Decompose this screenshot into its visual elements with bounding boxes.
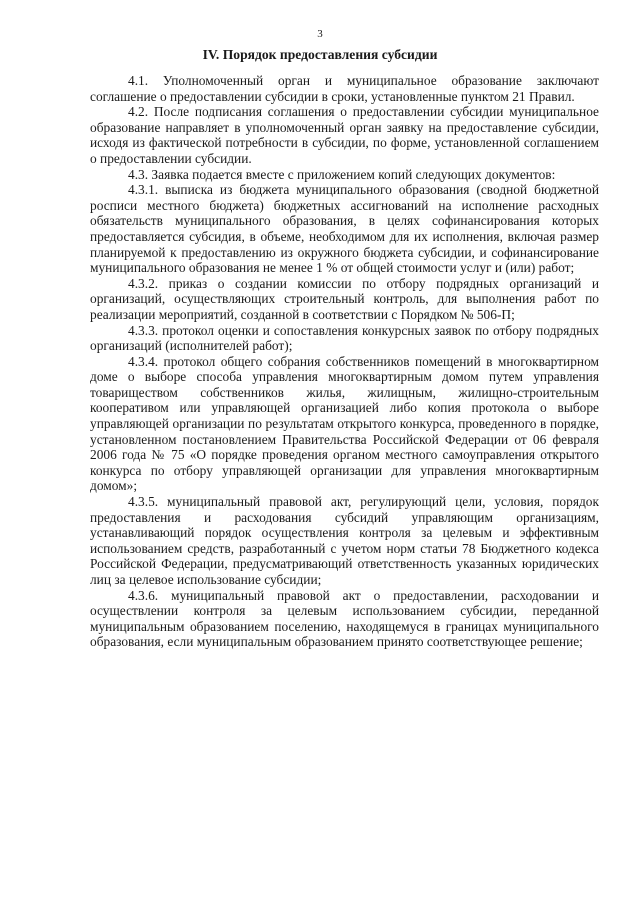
paragraph-4-3-3: 4.3.3. протокол оценки и сопоставления конкурсных заявок по отбору подрядных организаций (исполнителей работ);	[90, 322, 599, 354]
paragraph-4-1: 4.1. Уполномоченный орган и муниципальное образование заключают соглашение о предоставлении субсидии в сроки, установленные пунктом 21 Правил.	[90, 73, 599, 104]
document-body	[90, 73, 599, 650]
paragraph-4-3-1: 4.3.1. выписка из бюджета муниципального образования (сводной бюджетной росписи местного бюджета) бюджетных ассигнований на исполнение расходных обязательств муниципального образования, в целях софинансирования которых предоставляется субсидия, в объеме, необходимом для их исполнения, включая размер планируемой к предоставлению из окружного бюджета субсидии, и софинансирование муниципального образования не менее 1 % от общей стоимости услуг и (или) работ;	[90, 182, 599, 276]
paragraph-4-3: 4.3. Заявка подается вместе с приложением копий следующих документов:	[128, 166, 556, 182]
paragraph-4-3-5: 4.3.5. муниципальный правовой акт, регулирующий цели, условия, порядок предоставления и расходования субсидий управляющим организациям, устанавливающий порядок осуществления контроля за целевым и эффективным использованием средств, разработанный с учетом норм статьи 78 Бюджетного кодекса Российской Федерации, предусматривающий ответственность указанных юридических лиц за целевое использование субсидии;	[90, 494, 599, 587]
paragraph-4-2: 4.2. После подписания соглашения о предоставлении субсидии муниципальное образование направляет в уполномоченный орган заявку на предоставление субсидии, исходя из фактической потребности в субсидии, по форме, установленной соглашением о предоставлении субсидии.	[90, 104, 599, 166]
page-number: 3	[317, 28, 323, 40]
paragraph-4-3-4: 4.3.4. протокол общего собрания собственников помещений в многоквартирном доме о выборе способа управления многоквартирным домом путем управления товариществом собственников жилья, жилищным, жилищно-строительным кооперативом или управляющей организацией либо копия протокола о выборе управляющей организации по результатам открытого конкурса, проведенного в порядке, установленном постановлением Правительства Российской Федерации от 06 февраля 2006 года № 75 «О порядке проведения органом местного самоуправления открытого конкурса по отбору управляющей организации для управления многоквартирным домом»;	[90, 353, 599, 494]
paragraph-4-3-2: 4.3.2. приказ о создании комиссии по отбору подрядных организаций и организаций, осуществляющих строительный контроль, для выполнения работ по реализации мероприятий, созданной в соответствии с Порядком № 506-П;	[90, 275, 599, 322]
paragraph-4-3-6: 4.3.6. муниципальный правовой акт о предоставлении, расходовании и осуществлении контроля за целевым использованием субсидии, переданной муниципальным образованием поселению, находящемуся в границах муниципального образования, если муниципальным образованием принято соответствующее решение;	[90, 587, 599, 650]
section-title: IV. Порядок предоставления субсидии	[202, 47, 438, 62]
